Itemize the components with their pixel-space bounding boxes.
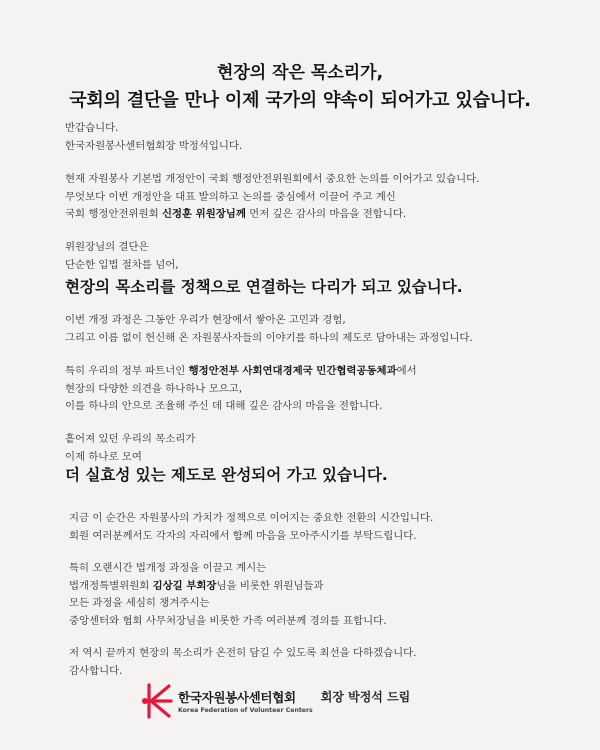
text-line: 위원장님의 결단은 — [65, 241, 149, 253]
text-line: 국회 행정안전위원회 — [65, 208, 162, 220]
text-line: 감사합니다. — [69, 664, 123, 677]
text-line: 현장의 다양한 의견을 하나하나 모으고, — [65, 382, 243, 395]
text-line: 이번 개정 과정은 그동안 우리가 현장에서 쌓아온 고민과 경험, — [65, 314, 346, 326]
paragraph-7 — [69, 560, 387, 630]
text-line: 특히 우리의 정부 파트너인 — [65, 365, 189, 377]
highlight-statement-2: 더 실효성 있는 제도로 완성되어 가고 있습니다. — [65, 466, 388, 484]
text-line: 먼저 깊은 감사의 마음을 전합니다. — [245, 208, 407, 220]
paragraph-5 — [65, 431, 195, 466]
text-line: 모든 과정을 세심히 챙겨주시는 — [69, 597, 210, 609]
text-line: 회원 여러분께서도 각자의 자리에서 함께 마음을 모아주시기를 부탁드립니다. — [69, 529, 417, 542]
text-line: 현재 자원봉사 기본법 개정안이 국회 행정안전위원회에서 중요한 논의를 이어가고 있습니다. — [65, 173, 480, 185]
greeting — [65, 120, 242, 155]
text-line: 님을 비롯한 위원님들과 — [216, 579, 324, 592]
text-line: 흩어져 있던 우리의 목소리가 — [65, 433, 196, 445]
paragraph-4 — [65, 363, 417, 416]
organization-name-english: Korea Federation of Volunteer Centers — [178, 707, 313, 714]
headline-line-2: 국회의 결단을 만나 이제 국가의 약속이 되어가고 있습니다. — [69, 90, 531, 111]
emphasis-chairman: 신정훈 위원장님께 — [161, 208, 246, 220]
text-line: 법개정특별위원회 — [69, 579, 153, 592]
paragraph-6 — [69, 510, 433, 545]
text-line: 단순한 입법 절차를 넘어, — [65, 258, 179, 271]
paragraph-8 — [69, 645, 417, 680]
text-line: 이를 하나의 안으로 조율해 주신 데 대해 깊은 감사의 마음을 전합니다. — [65, 400, 383, 412]
signature-name: 회장 박정석 드림 — [320, 689, 411, 704]
organization-name: 한국자원봉사센터협회 — [178, 690, 296, 705]
text-line: 무엇보다 이번 개정안을 대표 발의하고 논의를 중심에서 이끌어 주고 계신 — [65, 190, 396, 203]
text-line: 특히 오랜시간 법개정 과정을 이끌고 계시는 — [69, 562, 267, 574]
headline-line-1: 현장의 작은 목소리가, — [216, 63, 384, 83]
text-line: 그리고 이름 없이 헌신해 온 자원봉사자들의 이야기를 하나의 제도로 담아내는 과정입니다. — [65, 331, 473, 344]
signature-block — [140, 681, 410, 721]
emphasis-ministry: 행정안전부 사회연대경제국 민간협력공동체과 — [188, 365, 397, 377]
text-line: 이제 하나로 모여 — [65, 450, 142, 463]
paragraph-2 — [65, 239, 179, 274]
greeting-line: 반갑습니다. — [65, 122, 119, 134]
paragraph-3 — [65, 312, 473, 347]
text-line: 중앙센터와 협회 사무처장님을 비롯한 가족 여러분께 경의를 표합니다. — [69, 614, 387, 627]
highlight-statement-1: 현장의 목소리를 정책으로 연결하는 다리가 되고 있습니다. — [65, 278, 463, 296]
greeting-line: 한국자원봉사센터협회장 박정석입니다. — [65, 139, 243, 152]
volunteer-logo-icon — [140, 681, 174, 721]
emphasis-vice-president: 김상길 부회장 — [152, 579, 217, 592]
paragraph-1 — [65, 171, 479, 224]
text-line: 에서 — [396, 365, 417, 377]
text-line: 지금 이 순간은 자원봉사의 가치가 정책으로 이어지는 중요한 전환의 시간입니다. — [69, 512, 434, 524]
text-line: 저 역시 끝까지 현장의 목소리가 온전히 담길 수 있도록 최선을 다하겠습니다. — [69, 647, 417, 659]
